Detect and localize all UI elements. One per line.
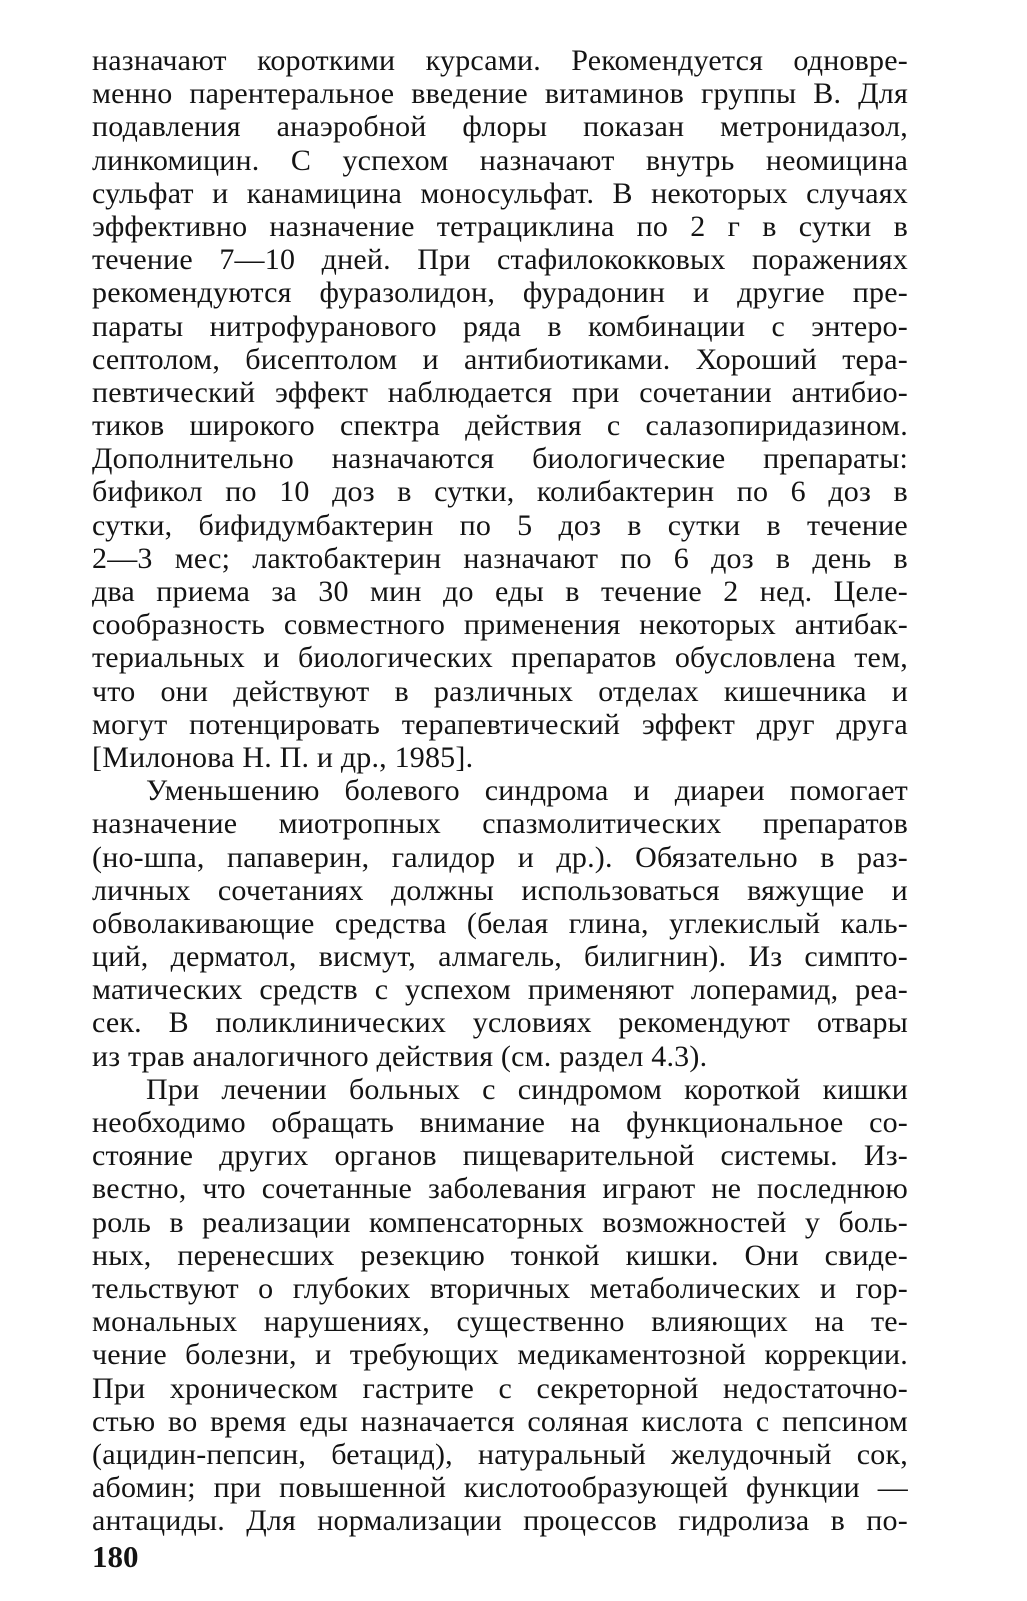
text-line	[92, 1372, 908, 1405]
justified-text: абомин; при повышенной кислотообразующей функции —	[92, 1471, 908, 1505]
justified-text: сек. В поликлинических условиях рекомендуют отвары	[92, 1006, 908, 1040]
text-line	[92, 110, 908, 143]
justified-text: чение болезни, и требующих медикаментозной коррекции.	[92, 1338, 908, 1372]
text-line	[92, 575, 908, 608]
justified-text: назначение миотропных спазмолитических препаратов	[92, 807, 908, 841]
text-line	[92, 409, 908, 442]
text-line	[92, 874, 908, 907]
text-line	[92, 177, 908, 210]
justified-text: сообразность совместного применения некоторых антибак-	[92, 608, 908, 642]
text-line	[92, 1471, 908, 1504]
justified-text: При хроническом гастрите с секреторной недостаточно-	[92, 1371, 908, 1405]
justified-text: тиков широкого спектра действия с салазопиридазином.	[92, 409, 908, 443]
justified-text: ций, дерматол, висмут, алмагель, билигнин). Из симпто-	[92, 940, 908, 974]
justified-text: вестно, что сочетанные заболевания играют не последнюю	[92, 1172, 908, 1206]
text-line	[92, 708, 908, 741]
justified-text: При лечении больных с синдромом короткой кишки	[146, 1072, 908, 1106]
justified-text: обволакивающие средства (белая глина, углекислый каль-	[92, 906, 908, 940]
justified-text: сутки, бифидумбактерин по 5 доз в сутки в течение	[92, 508, 908, 542]
justified-text: тельствуют о глубоких вторичных метаболических и гор-	[92, 1271, 908, 1305]
text-line	[92, 243, 908, 276]
text-line	[92, 276, 908, 309]
text-line	[92, 774, 908, 807]
text-line	[92, 310, 908, 343]
justified-text: стояние других органов пищеварительной системы. Из-	[92, 1139, 908, 1173]
text-line	[92, 1073, 908, 1106]
justified-text: личных сочетаниях должны использоваться вяжущие и	[92, 873, 908, 907]
text-line	[92, 509, 908, 542]
text-line: [Милонова Н. П. и др., 1985].	[92, 740, 474, 774]
text-line	[92, 1504, 908, 1537]
text-line	[92, 343, 908, 376]
text-line	[92, 641, 908, 674]
text-line	[92, 376, 908, 409]
text-line	[92, 1139, 908, 1172]
text-line	[92, 144, 908, 177]
text-line	[92, 442, 908, 475]
text-line	[92, 1239, 908, 1272]
text-line	[92, 807, 908, 840]
text-line	[92, 1438, 908, 1471]
justified-text: могут потенцировать терапевтический эффект друг друга	[92, 707, 908, 741]
text-line	[92, 210, 908, 243]
text-line	[92, 1006, 908, 1039]
text-line	[92, 940, 908, 973]
text-line	[92, 1172, 908, 1205]
text-line	[92, 675, 908, 708]
justified-text: менно парентеральное введение витаминов группы В. Для	[92, 77, 908, 111]
justified-text: два приема за 30 мин до еды в течение 2 нед. Целе-	[92, 575, 908, 608]
text-line	[92, 1272, 908, 1305]
justified-text: 2—3 мес; лактобактерин назначают по 6 доз в день в	[92, 541, 908, 575]
justified-text: ных, перенесших резекцию тонкой кишки. Они свиде-	[92, 1238, 908, 1272]
text-line	[92, 608, 908, 641]
justified-text: параты нитрофуранового ряда в комбинации с энтеро-	[92, 309, 908, 343]
justified-text: стью во время еды назначается соляная кислота с пепсином	[92, 1404, 908, 1438]
justified-text: линкомицин. С успехом назначают внутрь неомицина	[92, 143, 908, 177]
justified-text: рекомендуются фуразолидон, фурадонин и другие пре-	[92, 276, 908, 310]
text-line: из трав аналогичного действия (см. раздел 4.3).	[92, 1039, 708, 1073]
justified-text: назначают короткими курсами. Рекомендуется одновре-	[92, 44, 908, 77]
justified-text: Уменьшению болевого синдрома и диареи помогает	[146, 774, 908, 808]
text-line	[92, 841, 908, 874]
justified-text: (ацидин-пепсин, бетацид), натуральный желудочный сок,	[92, 1437, 908, 1471]
justified-text: матических средств с успехом применяют лоперамид, реа-	[92, 973, 908, 1007]
text-line	[92, 907, 908, 940]
justified-text: эффективно назначение тетрациклина по 2 г в сутки в	[92, 209, 908, 243]
justified-text: течение 7—10 дней. При стафилококковых поражениях	[92, 243, 908, 277]
justified-text: певтический эффект наблюдается при сочетании антибио-	[92, 375, 908, 409]
text-line	[92, 1405, 908, 1438]
justified-text: антациды. Для нормализации процессов гидролиза в по-	[92, 1504, 908, 1538]
text-line	[92, 1305, 908, 1338]
page-number: 180	[92, 1539, 139, 1574]
justified-text: бификол по 10 доз в сутки, колибактерин по 6 доз в	[92, 475, 908, 509]
justified-text: териальных и биологических препаратов обусловлена тем,	[92, 641, 908, 675]
justified-text: Дополнительно назначаются биологические препараты:	[92, 442, 908, 476]
justified-text: мональных нарушениях, существенно влияющих на те-	[92, 1305, 908, 1339]
justified-text: септолом, бисептолом и антибиотиками. Хороший тера-	[92, 342, 908, 376]
justified-text: (но-шпа, папаверин, галидор и др.). Обязательно в раз-	[92, 840, 908, 874]
text-line	[92, 475, 908, 508]
justified-text: подавления анаэробной флоры показан метронидазол,	[92, 110, 908, 144]
page-body	[92, 44, 908, 1537]
text-line	[92, 542, 908, 575]
text-line	[92, 77, 908, 110]
text-line	[92, 1206, 908, 1239]
text-line	[92, 973, 908, 1006]
justified-text: сульфат и канамицина моносульфат. В некоторых случаях	[92, 176, 908, 210]
text-line	[92, 44, 908, 77]
justified-text: необходимо обращать внимание на функциональное со-	[92, 1106, 908, 1139]
text-line	[92, 1106, 908, 1139]
justified-text: что они действуют в различных отделах кишечника и	[92, 674, 908, 708]
text-line	[92, 1338, 908, 1371]
justified-text: роль в реализации компенсаторных возможностей у боль-	[92, 1205, 908, 1239]
